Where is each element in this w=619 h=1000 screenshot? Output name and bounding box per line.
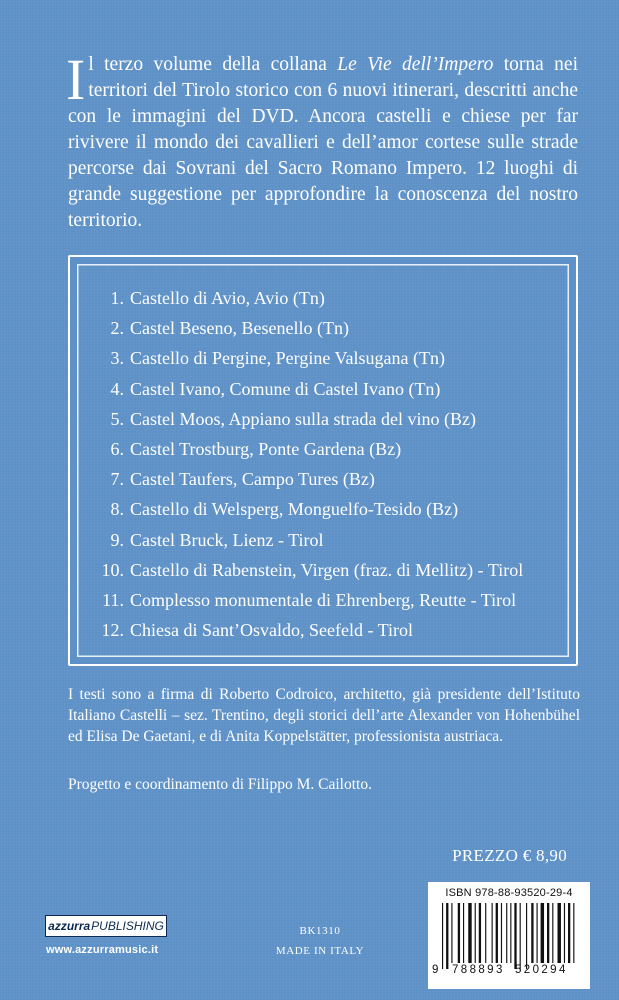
barcode-bar bbox=[510, 903, 511, 963]
list-item bbox=[70, 434, 523, 464]
item-text: Castello di Pergine, Pergine Valsugana (Tn) bbox=[130, 348, 445, 369]
item-number: 1. bbox=[110, 288, 124, 308]
logo-bold-text: azzurra bbox=[48, 919, 91, 933]
barcode-bar bbox=[501, 903, 502, 963]
barcode-bar bbox=[458, 903, 460, 963]
barcode-bar bbox=[451, 903, 452, 963]
list-item bbox=[70, 313, 523, 343]
list-item bbox=[70, 525, 523, 555]
item-number: 9. bbox=[110, 529, 124, 550]
item-text: Castel Bruck, Lienz - Tirol bbox=[130, 529, 324, 550]
item-text: Chiesa di Sant’Osvaldo, Seefeld - Tirol bbox=[130, 620, 413, 641]
barcode-bar bbox=[526, 903, 527, 969]
barcode-bar bbox=[506, 903, 507, 963]
item-number: 3. bbox=[110, 348, 124, 369]
barcode-bar bbox=[547, 903, 549, 963]
list-item bbox=[70, 283, 523, 313]
item-number: 6. bbox=[110, 438, 124, 459]
item-text: Castel Beseno, Besenello (Tn) bbox=[130, 318, 349, 339]
logo-text: PUBLISHING bbox=[91, 919, 164, 933]
barcode-bar bbox=[496, 903, 498, 963]
item-number: 5. bbox=[110, 408, 124, 429]
barcode-bar bbox=[573, 903, 574, 963]
itinerary-frame bbox=[68, 255, 578, 666]
product-code: BK1310 bbox=[299, 925, 341, 937]
list-item bbox=[70, 404, 523, 434]
publisher-logo bbox=[45, 915, 167, 937]
publisher-website: www.azzurramusic.it bbox=[46, 944, 159, 956]
list-item bbox=[70, 585, 523, 615]
barcode-bar bbox=[520, 903, 521, 969]
barcode-bar bbox=[568, 903, 570, 963]
item-number: 4. bbox=[110, 378, 124, 399]
list-item bbox=[70, 615, 523, 645]
list-item bbox=[70, 374, 523, 404]
intro-text-start: l terzo volume della collana bbox=[88, 54, 338, 75]
item-number: 11. bbox=[102, 589, 124, 610]
item-text: Complesso monumentale di Ehrenberg, Reutte - Tirol bbox=[130, 589, 517, 610]
barcode-bar bbox=[479, 903, 481, 963]
intro-paragraph bbox=[66, 47, 579, 234]
barcode-bar bbox=[558, 903, 561, 963]
item-number: 8. bbox=[110, 499, 124, 520]
item-text: Castel Moos, Appiano sulla strada del vino (Bz) bbox=[130, 408, 476, 429]
item-text: Castello di Welsperg, Monguelfo-Tesido (Bz) bbox=[130, 499, 459, 520]
item-text: Castello di Rabenstein, Virgen (fraz. di Mellitz) - Tirol bbox=[130, 559, 524, 580]
barcode-icon bbox=[442, 903, 576, 969]
ean-right-group: 520294 bbox=[515, 964, 568, 976]
barcode-bar bbox=[531, 903, 533, 963]
barcode-bar bbox=[463, 903, 464, 963]
barcode-bar bbox=[475, 903, 476, 963]
barcode-bar bbox=[446, 903, 448, 969]
barcode-bar bbox=[564, 903, 565, 963]
item-number: 12. bbox=[101, 620, 124, 641]
item-number: 10. bbox=[101, 559, 124, 580]
ean-left-group: 788893 bbox=[452, 964, 505, 976]
price-label: PREZZO € 8,90 bbox=[452, 846, 567, 865]
itinerary-list bbox=[70, 283, 523, 645]
credits-paragraph: I testi sono a firma di Roberto Codroico, architetto, già presidente dell’Istituto Italiano Castelli – sez. Trentino, degli storici dell’arte Alexander von Hohenbühel ed Elisa De Gaetani, e di Anita Koppelstätter, professionista austriaca. bbox=[68, 686, 580, 745]
list-item bbox=[70, 343, 523, 373]
barcode-bar bbox=[442, 903, 443, 969]
project-coordination: Progetto e coordinamento di Filippo M. Cailotto. bbox=[68, 776, 372, 793]
barcode-bar bbox=[485, 903, 486, 963]
barcode-bar bbox=[541, 903, 544, 963]
series-title: Le Vie dell’Impero bbox=[337, 54, 494, 75]
barcode-bar bbox=[492, 903, 493, 963]
barcode-bar bbox=[514, 903, 516, 969]
barcode-bar bbox=[468, 903, 471, 963]
list-item bbox=[70, 555, 523, 585]
list-item bbox=[70, 464, 523, 494]
intro-text-end: torna nei territori del Tirolo storico con 6 nuovi itinerari, descritti anche con le immagini del DVD. Ancora castelli e chiese per far rivivere il mondo dei cavallieri e dell’amor cortese sulle strade percorse dai Sovrani del Sacro Romano Impero. 12 luoghi di grande suggestione per approfondire la conoscenza del nostro territorio. bbox=[68, 54, 579, 231]
item-number: 2. bbox=[110, 318, 124, 339]
item-text: Castel Trostburg, Ponte Gardena (Bz) bbox=[130, 438, 402, 459]
item-number: 7. bbox=[110, 469, 124, 490]
item-text: Castel Ivano, Comune di Castel Ivano (Tn) bbox=[130, 378, 441, 399]
barcode-panel bbox=[428, 882, 590, 989]
isbn-text: ISBN 978-88-93520-29-4 bbox=[445, 887, 573, 899]
barcode-bar bbox=[537, 903, 538, 963]
list-item bbox=[70, 494, 523, 524]
drop-cap: I bbox=[66, 47, 86, 112]
item-text: Castello di Avio, Avio (Tn) bbox=[130, 288, 325, 308]
ean-first-digit: 9 bbox=[432, 964, 439, 976]
made-in-label: MADE IN ITALY bbox=[275, 945, 365, 957]
item-text: Castel Taufers, Campo Tures (Bz) bbox=[130, 469, 375, 490]
barcode-bar bbox=[552, 903, 553, 963]
